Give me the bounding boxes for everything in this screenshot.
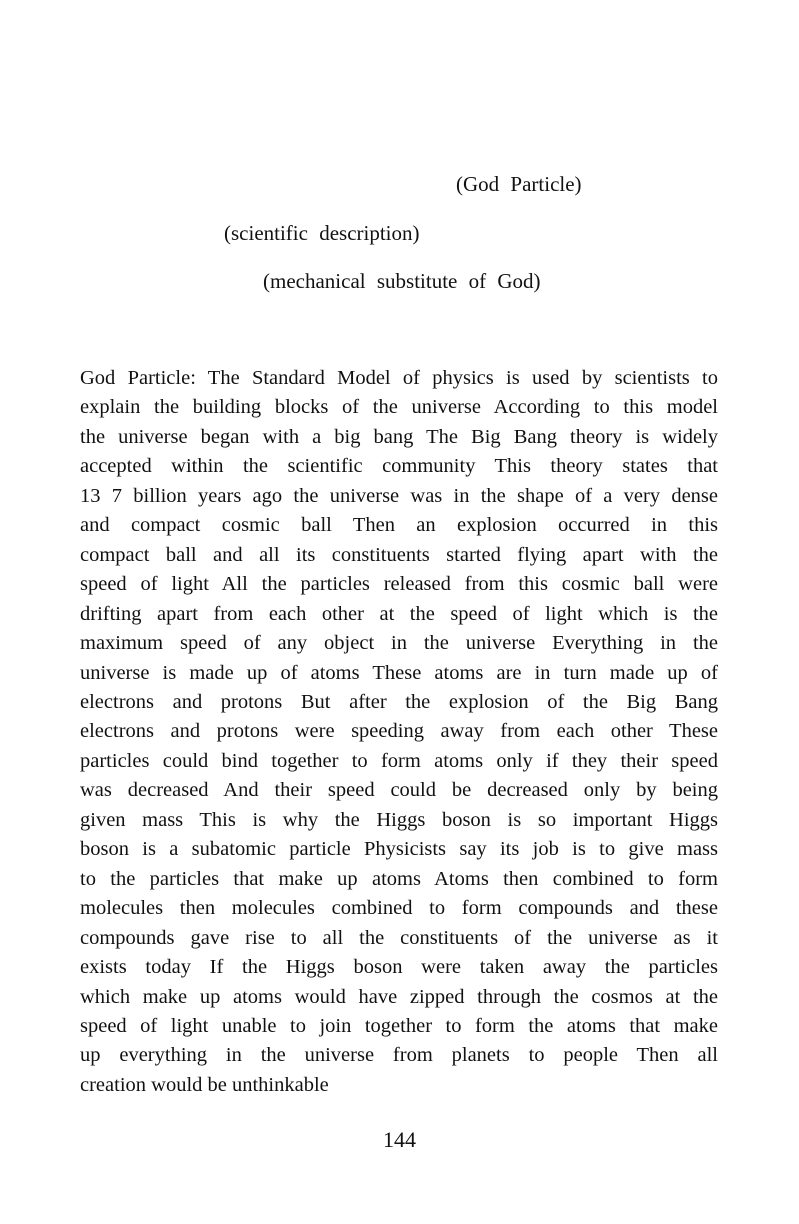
paragraph-line: compact ball and all its constituents started flying apart with the bbox=[80, 543, 718, 566]
paragraph-line: accepted within the scientific community This theory states that bbox=[80, 455, 718, 478]
paragraph-line: speed of light All the particles released from this cosmic ball were bbox=[80, 573, 718, 596]
paragraph-line: explain the building blocks of the universe According to this model bbox=[80, 396, 718, 419]
heading-scientific-description: (scientific description) bbox=[224, 221, 420, 245]
paragraph-line: electrons and protons were speeding away from each other These bbox=[80, 720, 718, 743]
paragraph-line: speed of light unable to join together to form the atoms that make bbox=[80, 1014, 718, 1037]
paragraph-line: God Particle: The Standard Model of physics is used by scientists to bbox=[80, 367, 718, 389]
paragraph-line: particles could bind together to form atoms only if they their speed bbox=[80, 749, 718, 772]
paragraph-line: 13 7 billion years ago the universe was in the shape of a very dense bbox=[80, 484, 718, 507]
paragraph-line: creation would be unthinkable bbox=[80, 1073, 329, 1096]
body-paragraph bbox=[80, 364, 718, 1100]
paragraph-line: to the particles that make up atoms Atoms then combined to form bbox=[80, 867, 718, 890]
heading-god-particle: (God Particle) bbox=[456, 172, 582, 196]
page-number: 144 bbox=[383, 1127, 416, 1152]
paragraph-line: was decreased And their speed could be decreased only by being bbox=[80, 779, 718, 802]
heading-mechanical-substitute: (mechanical substitute of God) bbox=[263, 269, 541, 293]
paragraph-line: and compact cosmic ball Then an explosion occurred in this bbox=[80, 514, 718, 537]
paragraph-line: boson is a subatomic particle Physicists say its job is to give mass bbox=[80, 838, 718, 861]
paragraph-line: given mass This is why the Higgs boson is so important Higgs bbox=[80, 808, 718, 831]
paragraph-line: molecules then molecules combined to form compounds and these bbox=[80, 897, 718, 920]
paragraph-line: drifting apart from each other at the speed of light which is the bbox=[80, 602, 718, 625]
paragraph-line: universe is made up of atoms These atoms are in turn made up of bbox=[80, 661, 718, 684]
paragraph-line: electrons and protons But after the explosion of the Big Bang bbox=[80, 690, 718, 713]
paragraph-line: the universe began with a big bang The Big Bang theory is widely bbox=[80, 425, 718, 448]
paragraph-line: which make up atoms would have zipped through the cosmos at the bbox=[80, 985, 718, 1008]
paragraph-line: up everything in the universe from planets to people Then all bbox=[80, 1044, 718, 1067]
paragraph-line: compounds gave rise to all the constituents of the universe as it bbox=[80, 926, 718, 949]
paragraph-line: maximum speed of any object in the universe Everything in the bbox=[80, 632, 718, 655]
paragraph-line: exists today If the Higgs boson were taken away the particles bbox=[80, 956, 718, 979]
